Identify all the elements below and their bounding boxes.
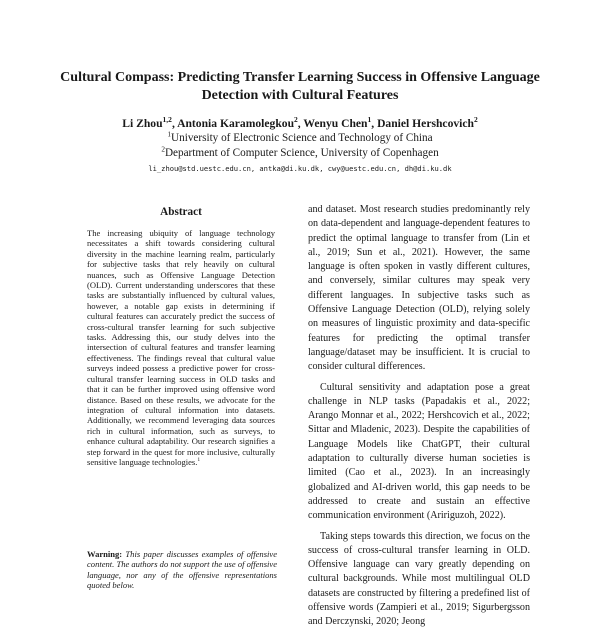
affiliation-text: University of Electronic Science and Technology of China — [171, 132, 433, 144]
author-affiliation-mark: 1 — [367, 115, 372, 125]
footnote-mark[interactable]: 1 — [197, 457, 201, 464]
content-warning — [87, 549, 277, 591]
author-name: Wenyu Chen — [303, 117, 368, 130]
affiliation-2 — [40, 146, 560, 160]
paper-title: Cultural Compass: Predicting Transfer Learning Success in Offensive Language Detection with Cultural Features — [60, 70, 540, 103]
author-name: Antonia Karamolegkou — [177, 117, 295, 130]
affiliation-mark: 2 — [161, 145, 165, 154]
abstract-body — [87, 228, 275, 467]
affiliation-1 — [40, 131, 560, 145]
affiliation-mark: 1 — [167, 130, 172, 139]
author-name: Daniel Hershcovich — [377, 117, 474, 130]
body-paragraph: Cultural sensitivity and adaptation pose a great challenge in NLP tasks (Papadakis et al., 2022; Arango Monnar et al., 2022; Hershcovich et al., 2022; Sittar and Mladenic, 2023). Despite the capabilities of Language Models like ChatGPT, their cultural adaptation to culturally diverse human societies is limited (Cao et al., 2023). In an increasingly globalized and AI-driven world, this gap needs to be addressed to create and sustain an effective communication environment (Aririguzoh, 2022). — [308, 381, 530, 522]
author-name: Li Zhou — [122, 117, 163, 130]
author-emails: li_zhou@std.uestc.edu.cn, antka@di.ku.dk, cwy@uestc.edu.cn, dh@di.ku.dk — [148, 164, 452, 173]
author-affiliation-mark: 2 — [474, 115, 478, 125]
warning-text: This paper discusses examples of offensive content. The authors do not support the use of offensive language, nor any of the offensive representations quoted below. — [87, 549, 277, 591]
author-affiliation-mark: 1,2 — [162, 115, 172, 125]
abstract-text: The increasing ubiquity of language technology necessitates a shift towards considering cultural diversity in the machine learning realm, particularly for subjective tasks that rely heavily on cultural nuances, such as Offensive Language Detection (OLD). Current understanding underscores that these tasks are substantially influenced by cultural values, however, a notable gap exists in determining if cultural features can accurately predict the success of cross-cultural transfer learning for such subjective tasks. Addressing this, our study delves into the intersection of cultural features and transfer learning effectiveness. The findings reveal that cultural value surveys indeed possess a predictive power for cross-cultural transfer learning success in OLD tasks and that it can be further improved using offensive word distance. Based on these results, we advocate for the integration of cultural information into datasets. Additionally, we recommend leveraging data sources rich in cultural information, such as surveys, to enhance cultural adaptability. Our research signifies a step forward in the quest for more inclusive, culturally sensitive language technologies. — [87, 228, 275, 467]
author-list: Li Zhou$^{1,2}$, Antonia Karamolegkou$^2$, Wenyu Chen$^1$, Daniel Hershcovich$^2$ — [122, 115, 478, 130]
body-paragraph: and dataset. Most research studies predominantly rely on data-dependent and language-dependent features to predict the optimal language to transfer from (Lin et al., 2019; Sun et al., 2021). However, the same language is often spoken in vastly different cultures, and conversely, similar cultures may speak very different languages. In subjective tasks such as Offensive Language Detection (OLD), relying solely on measures of linguistic proximity and data-specific features for predicting the optimal transfer language/dataset may be insufficient. It is crucial to consider cultural differences. — [308, 204, 530, 373]
body-paragraph: Taking steps towards this direction, we focus on the success of cross-cultural transfer learning in OLD. Offensive language can vary greatly depending on cultural backgrounds. While most multilingual OLD datasets are constructed by filtering a predefined list of offensive words (Zampieri et al., 2019; Sigurbergsson and Derczynski, 2020; Jeong — [308, 530, 530, 628]
affiliation-text: Department of Computer Science, University of Copenhagen — [164, 147, 439, 159]
warning-label: Warning: — [87, 549, 123, 559]
body-column-right — [308, 203, 530, 628]
abstract-heading: Abstract — [160, 206, 202, 218]
author-affiliation-mark: 2 — [294, 115, 298, 125]
